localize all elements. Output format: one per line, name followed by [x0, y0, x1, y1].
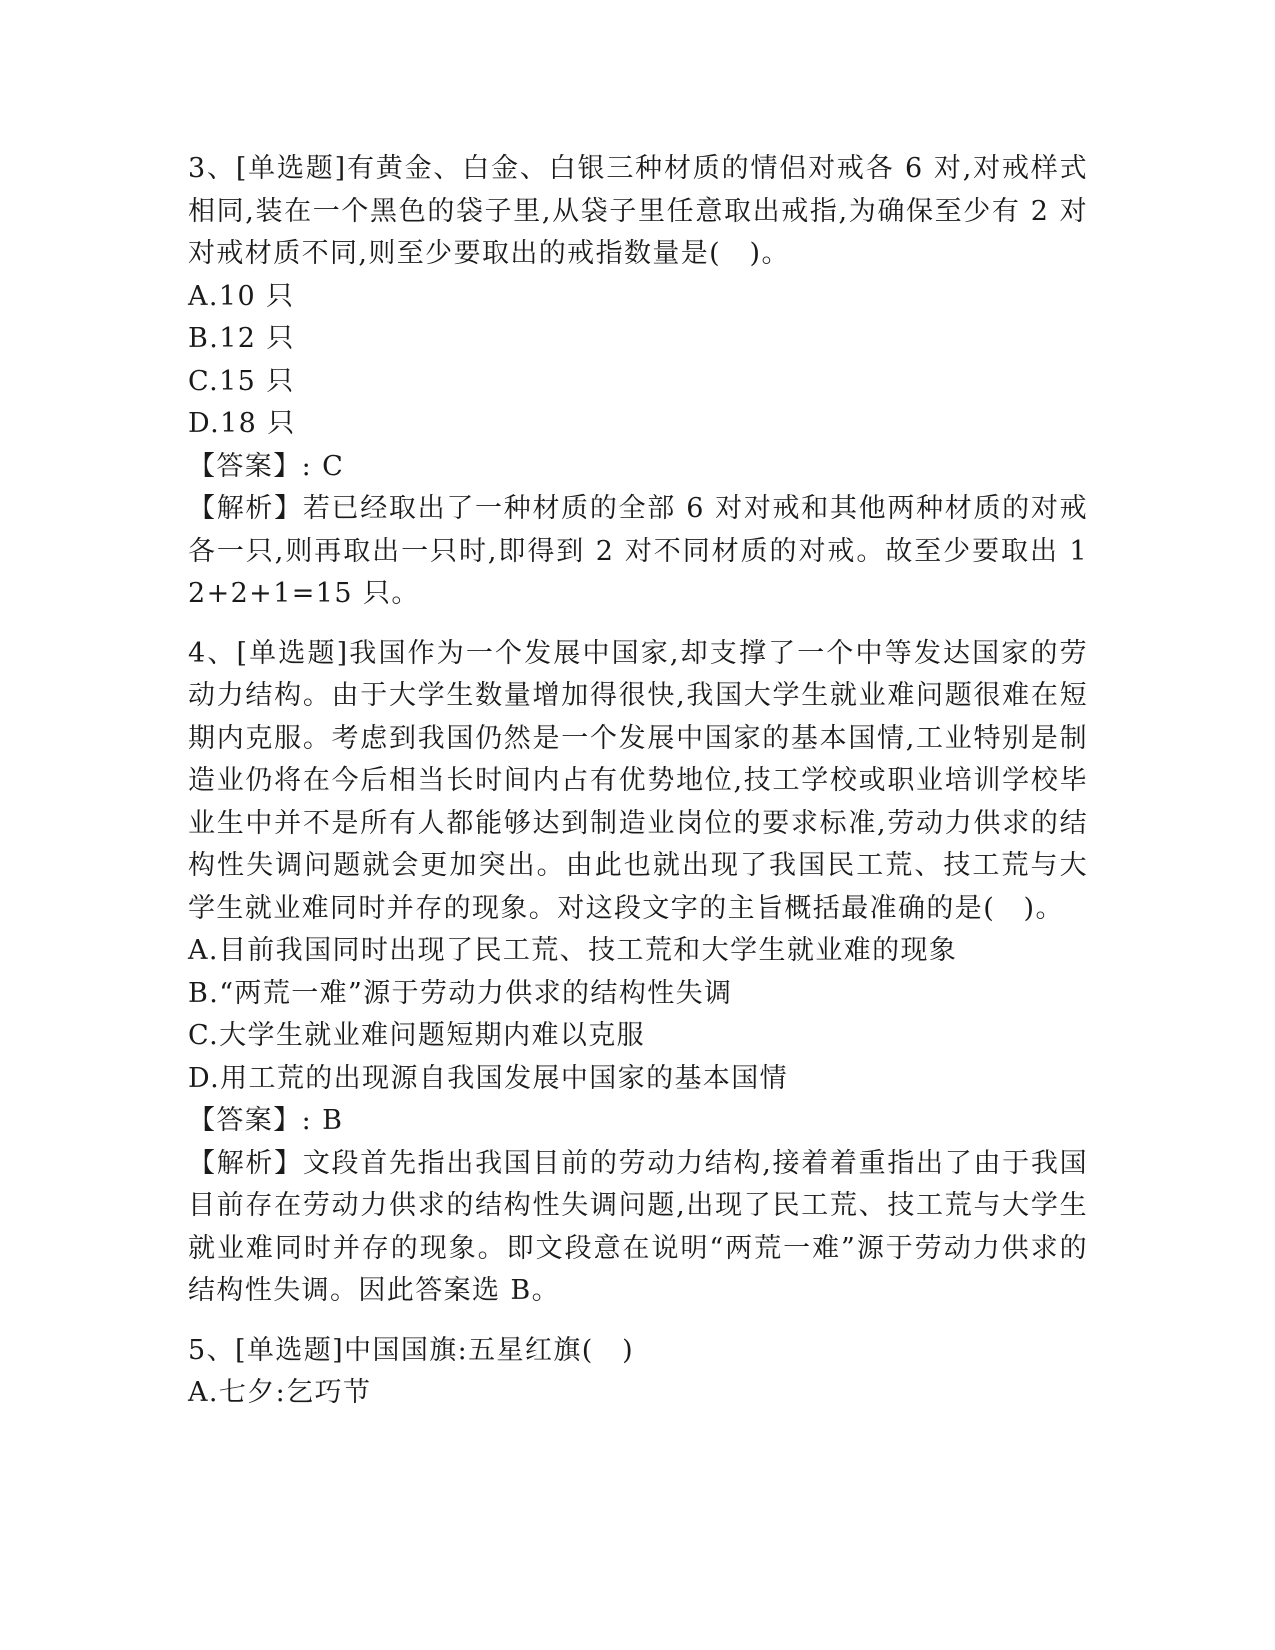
document-body: [188, 148, 1088, 1415]
analysis-paragraph: 【解析】文段首先指出我国目前的劳动力结构,接着着重指出了由于我国目前存在劳动力供求的结构性失调问题,出现了民工荒、技工荒与大学生就业难同时并存的现象。即文段意在说明“两荒一难”源于劳动力供求的结构性失调。因此答案选 B。: [188, 1147, 1088, 1306]
option-a: A.10 只: [188, 280, 295, 312]
option-b: B.12 只: [188, 323, 295, 354]
answer-line: 【答案】: C: [188, 450, 345, 482]
question-stem: 5、[单选题]中国国旗:五星红旗( ): [188, 1334, 635, 1366]
option-b: B.“两荒一难”源于劳动力供求的结构性失调: [188, 977, 733, 1009]
answer-line: 【答案】: B: [188, 1105, 344, 1136]
option-a: A.目前我国同时出现了民工荒、技工荒和大学生就业难的现象: [188, 935, 958, 966]
question-stem: 4、[单选题]我国作为一个发展中国家,却支撑了一个中等发达国家的劳动力结构。由于大学生数量增加得很快,我国大学生就业难问题很难在短期内克服。考虑到我国仍然是一个发展中国家的基本国情,工业特别是制造业仍将在今后相当长时间内占有优势地位,技工学校或职业培训学校毕业生中并不是所有人都能够达到制造业岗位的要求标准,劳动力供求的结构性失调问题就会更加突出。由此也就出现了我国民工荒、技工荒与大学生就业难同时并存的现象。对这段文字的主旨概括最准确的是( )。: [188, 637, 1088, 924]
option-c: C.大学生就业难问题短期内难以克服: [188, 1020, 646, 1051]
question-5: [188, 1330, 1088, 1415]
question-4: [188, 633, 1088, 1313]
option-d: D.18 只: [188, 408, 296, 439]
question-3: [188, 148, 1088, 616]
option-c: C.15 只: [188, 365, 295, 397]
option-d: D.用工荒的出现源自我国发展中国家的基本国情: [188, 1062, 789, 1094]
question-stem: 3、[单选题]有黄金、白金、白银三种材质的情侣对戒各 6 对,对戒样式相同,装在一个黑色的袋子里,从袋子里任意取出戒指,为确保至少有 2 对对戒材质不同,则至少要取出的戒指数量是( )。: [188, 153, 1088, 269]
analysis-paragraph: 【解析】若已经取出了一种材质的全部 6 对对戒和其他两种材质的对戒各一只,则再取出一只时,即得到 2 对不同材质的对戒。故至少要取出 12+2+1=15 只。: [188, 493, 1088, 609]
option-a: A.七夕:乞巧节: [188, 1377, 372, 1408]
